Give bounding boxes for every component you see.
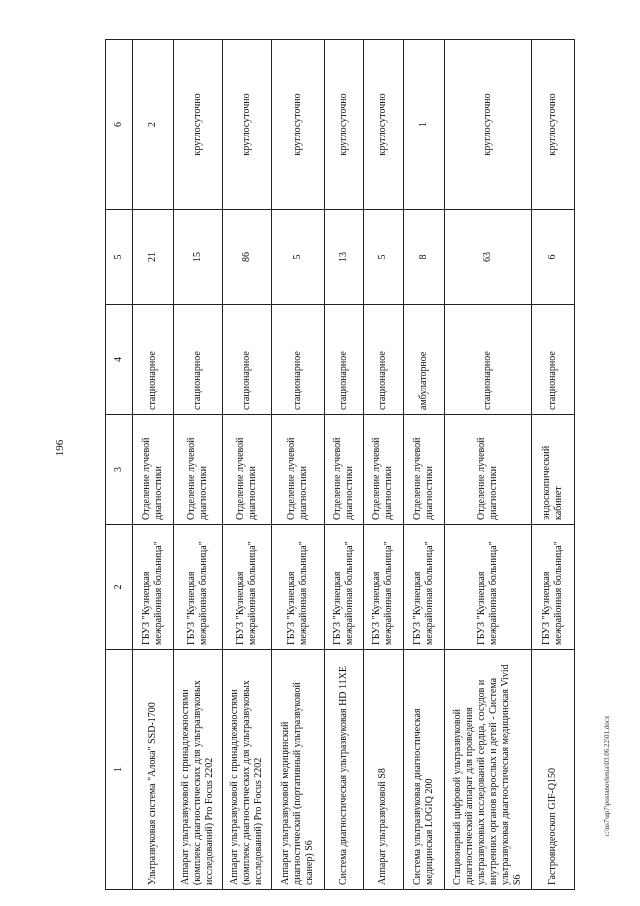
- table-row: [271, 40, 324, 890]
- organization-cell: ГБУЗ "Кузнецкая межрайонная больница": [133, 525, 174, 650]
- schedule-cell: круглосуточно: [222, 40, 271, 210]
- table-row: [173, 40, 222, 890]
- quantity-cell: 15: [173, 210, 222, 305]
- schedule-cell: круглосуточно: [532, 40, 575, 210]
- quantity-cell: 5: [363, 210, 404, 305]
- equipment-name-cell: Ультразвуковая система "Алока" SSD-1700: [133, 650, 174, 890]
- schedule-cell: круглосуточно: [173, 40, 222, 210]
- care-type-cell: стационарное: [173, 305, 222, 415]
- column-header: 4: [106, 305, 133, 415]
- organization-cell: ГБУЗ "Кузнецкая межрайонная больница": [271, 525, 324, 650]
- organization-cell: ГБУЗ "Кузнецкая межрайонная больница": [363, 525, 404, 650]
- care-type-cell: амбулаторное: [404, 305, 445, 415]
- department-cell: Отделение лучевой диагностики: [325, 415, 363, 525]
- column-header: 2: [106, 525, 133, 650]
- quantity-cell: 8: [404, 210, 445, 305]
- quantity-cell: 21: [133, 210, 174, 305]
- equipment-name-cell: Аппарат ультразвуковой с принадлежностями (комплекс диагностических для ультразвуковых исследований) Pro Focus 2202: [222, 650, 271, 890]
- schedule-cell: круглосуточно: [325, 40, 363, 210]
- table-header-row: [106, 40, 133, 890]
- schedule-cell: круглосуточно: [271, 40, 324, 210]
- page-number: 196: [54, 439, 66, 457]
- department-cell: Отделение лучевой диагностики: [173, 415, 222, 525]
- schedule-cell: 2: [133, 40, 174, 210]
- schedule-cell: круглосуточно: [363, 40, 404, 210]
- schedule-cell: круглосуточно: [444, 40, 532, 210]
- equipment-name-cell: Аппарат ультразвуковой медицинский диагностический (портативный ультразвуковой сканер) S6: [271, 650, 324, 890]
- equipment-name-cell: Система диагностическая ультразвуковая HD 11XE: [325, 650, 363, 890]
- department-cell: Отделение лучевой диагностики: [222, 415, 271, 525]
- equipment-name-cell: Стационарный цифровой ультразвуковой диагностический аппарат для проведения ультразвуковых исследований сердца, сосудов и внутренних органов взрослых и детей - Система ультразвуковая диагностическая медицинская Vivid S6: [444, 650, 532, 890]
- table-row: [222, 40, 271, 890]
- column-header: 5: [106, 210, 133, 305]
- equipment-name-cell: Аппарат ультразвуковой с принадлежностями (комплекс диагностических для ультразвуковых исследований) Pro Focus 2202: [173, 650, 222, 890]
- department-cell: Отделение лучевой диагностики: [404, 415, 445, 525]
- table-row: [325, 40, 363, 890]
- quantity-cell: 6: [532, 210, 575, 305]
- equipment-name-cell: Аппарат ультразвуковой S8: [363, 650, 404, 890]
- equipment-table: [105, 39, 575, 890]
- column-header: 1: [106, 650, 133, 890]
- quantity-cell: 86: [222, 210, 271, 305]
- department-cell: Отделение лучевой диагностики: [271, 415, 324, 525]
- care-type-cell: стационарное: [133, 305, 174, 415]
- care-type-cell: стационарное: [444, 305, 532, 415]
- organization-cell: ГБУЗ "Кузнецкая межрайонная больница": [222, 525, 271, 650]
- organization-cell: ГБУЗ "Кузнецкая межрайонная больница": [173, 525, 222, 650]
- organization-cell: ГБУЗ "Кузнецкая межрайонная больница": [404, 525, 445, 650]
- organization-cell: ГБУЗ "Кузнецкая межрайонная больница": [444, 525, 532, 650]
- department-cell: Отделение лучевой диагностики: [444, 415, 532, 525]
- organization-cell: ГБУЗ "Кузнецкая межрайонная больница": [532, 525, 575, 650]
- file-path-footer: c:\ns7\up7\postanovlenia\03.06.22\01.docx: [603, 715, 611, 837]
- equipment-name-cell: Система ультразвуковая диагностическая медицинская LOGIQ 200: [404, 650, 445, 890]
- table-row: [404, 40, 445, 890]
- care-type-cell: стационарное: [222, 305, 271, 415]
- department-cell: Отделение лучевой диагностики: [133, 415, 174, 525]
- quantity-cell: 63: [444, 210, 532, 305]
- department-cell: эндоскопический кабинет: [532, 415, 575, 525]
- column-header: 3: [106, 415, 133, 525]
- organization-cell: ГБУЗ "Кузнецкая межрайонная больница": [325, 525, 363, 650]
- equipment-name-cell: Гастровидеоскоп GIF-Q150: [532, 650, 575, 890]
- care-type-cell: стационарное: [271, 305, 324, 415]
- department-cell: Отделение лучевой диагностики: [363, 415, 404, 525]
- quantity-cell: 13: [325, 210, 363, 305]
- schedule-cell: 1: [404, 40, 445, 210]
- care-type-cell: стационарное: [363, 305, 404, 415]
- table-row: [133, 40, 174, 890]
- equipment-table-wrapper: [105, 40, 575, 890]
- column-header: 6: [106, 40, 133, 210]
- care-type-cell: стационарное: [532, 305, 575, 415]
- table-row: [532, 40, 575, 890]
- care-type-cell: стационарное: [325, 305, 363, 415]
- quantity-cell: 5: [271, 210, 324, 305]
- table-row: [444, 40, 532, 890]
- table-row: [363, 40, 404, 890]
